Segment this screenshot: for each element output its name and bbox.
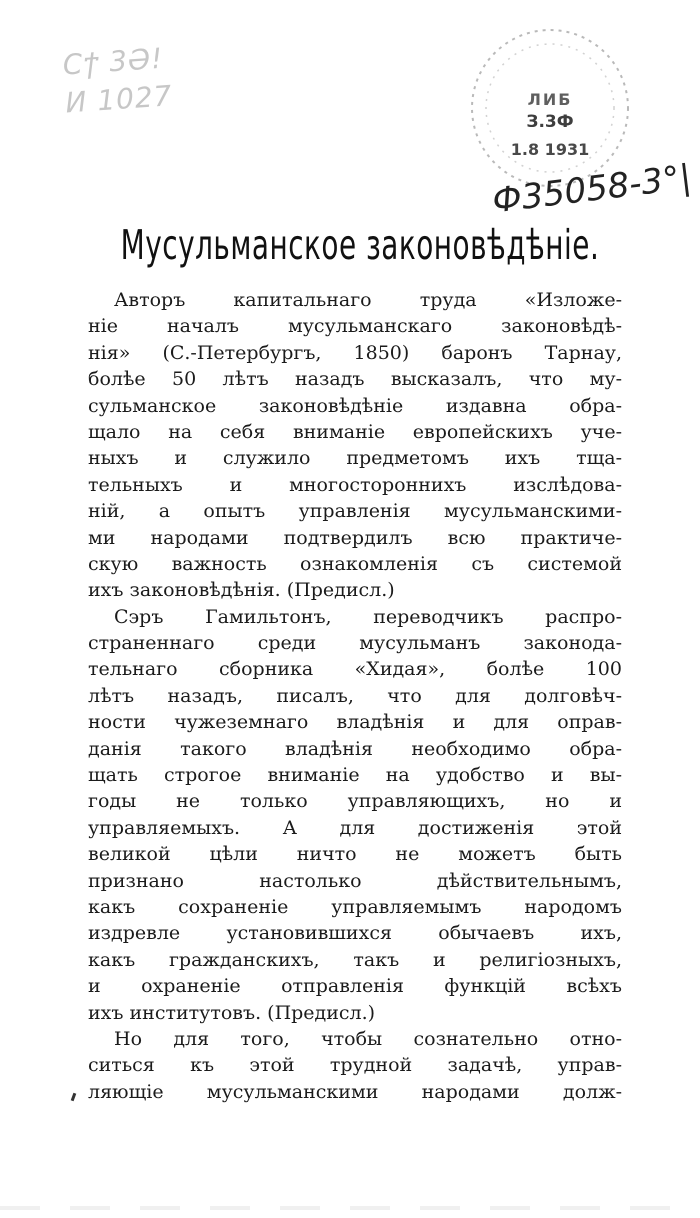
pencil-note-line-2: И 1027 xyxy=(64,79,174,120)
page-title: Мусульманское законовѣдѣніе. xyxy=(120,222,600,270)
text-line: и охраненіе отправленія функцій всѣхъ xyxy=(88,975,622,998)
text-line: управляемыхъ. А для достиженія этой xyxy=(88,816,622,839)
text-line: данія такого владѣнія необходимо обра- xyxy=(88,737,622,760)
text-line: ихъ законовѣдѣнія. (Предисл.) xyxy=(88,579,395,602)
text-line: тельнаго сборника «Хидая», болѣе 100 xyxy=(88,658,622,681)
text-line: Авторъ капитальнаго труда «Изложе- xyxy=(114,289,622,311)
text-line: ляющіе мусульманскими народами долж- xyxy=(88,1080,622,1103)
text-line: издревле установившихся обычаевъ ихъ, xyxy=(88,922,622,945)
ink-speck xyxy=(71,1093,77,1102)
stamp-text-top: ЛИБ xyxy=(527,90,573,109)
text-line: Но для того, чтобы сознательно отно- xyxy=(114,1027,622,1050)
text-line: болѣе 50 лѣтъ назадъ высказалъ, что му- xyxy=(88,368,622,391)
stamp-text-date: 1.8 1931 xyxy=(510,140,590,159)
pencil-archive-note xyxy=(62,33,257,122)
text-line: годы не только управляющихъ, но и xyxy=(88,790,622,813)
text-line: ихъ институтовъ. (Предисл.) xyxy=(88,1001,376,1024)
text-line: ній, а опытъ управленія мусульманскими- xyxy=(88,500,622,523)
text-line: ныхъ и служило предметомъ ихъ тща- xyxy=(88,447,622,470)
text-line: сульманское законовѣдѣніе издавна обра- xyxy=(88,394,622,417)
text-line: ніе началъ мусульманскаго законовѣдѣ- xyxy=(88,315,622,338)
text-line: лѣтъ назадъ, писалъ, что для долговѣч- xyxy=(88,684,622,707)
text-line: щало на себя вниманіе европейскихъ уче- xyxy=(88,420,622,443)
handwritten-shelfmark: Ф35058-3°| xyxy=(490,157,694,222)
text-line: скую важность ознакомленія съ системой xyxy=(88,552,622,575)
body-text xyxy=(88,287,622,1105)
text-line: великой цѣли ничто не можетъ быть xyxy=(88,843,622,866)
text-line: нія» (С.-Петербургъ, 1850) баронъ Тарнау, xyxy=(88,341,622,364)
text-line: тельныхъ и многостороннихъ изслѣдова- xyxy=(88,473,622,496)
text-line: Сэръ Гамильтонъ, переводчикъ распро- xyxy=(114,605,622,628)
text-line: ми народами подтвердилъ всю практиче- xyxy=(88,526,622,549)
text-line: какъ сохраненіе управляемымъ народомъ xyxy=(88,895,622,918)
text-line: щать строгое вниманіе на удобство и вы- xyxy=(88,764,622,787)
stamp-text-middle: З.3Ф xyxy=(526,112,574,132)
text-line: ситься къ этой трудной задачѣ, управ- xyxy=(88,1054,622,1077)
pencil-note-line-1: Ϲϯ 3Ə! xyxy=(61,41,165,82)
text-line: ности чужеземнаго владѣнія и для оправ- xyxy=(88,711,622,734)
text-line: признано настолько дѣйствительнымъ, xyxy=(88,869,622,892)
text-line: страненнаго среди мусульманъ законода- xyxy=(88,632,622,655)
bottom-bleed-through xyxy=(0,1206,700,1210)
text-line: какъ гражданскихъ, такъ и религіозныхъ, xyxy=(88,948,622,971)
